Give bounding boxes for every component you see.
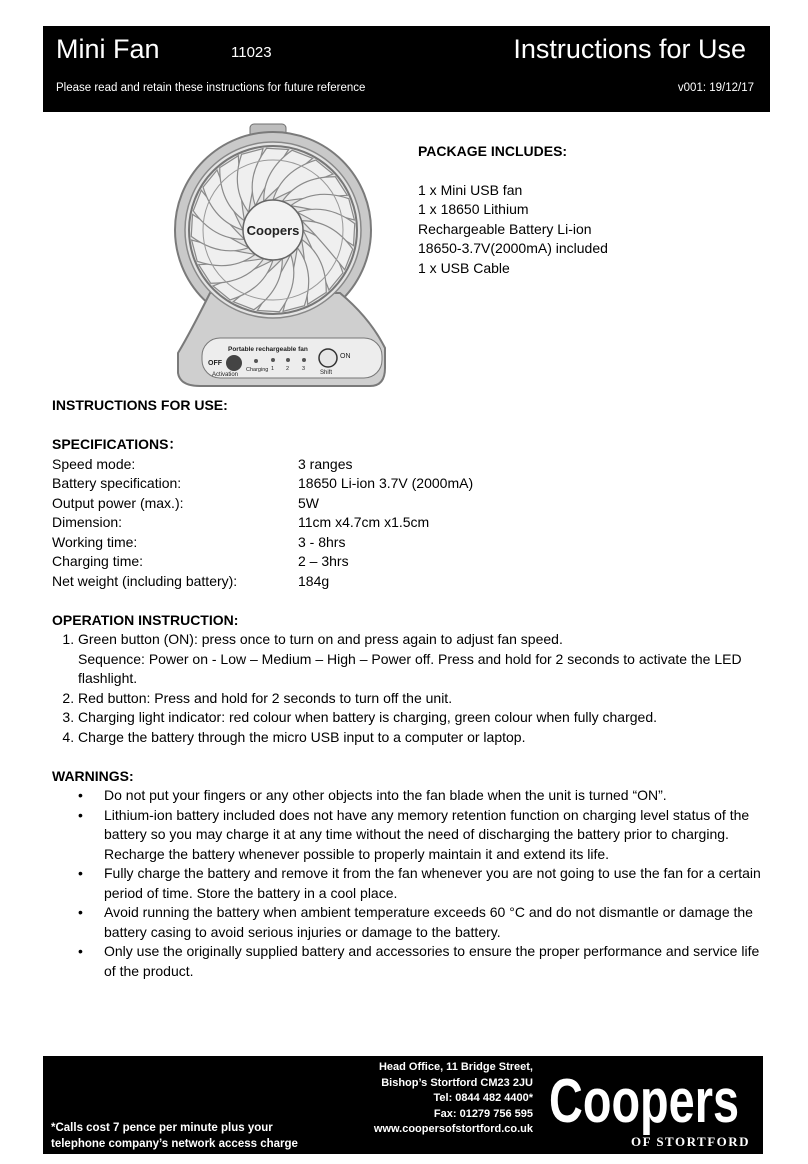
warnings-heading: WARNINGS: [52, 767, 134, 784]
phone-line: Tel: 0844 482 4400* [433, 1092, 533, 1104]
spec-label: Charging time: [52, 553, 144, 569]
logo-main-text: Coopers [549, 1067, 739, 1136]
main-content [52, 396, 764, 981]
footer-address [343, 1060, 533, 1138]
warning-item [78, 864, 764, 903]
fax-line: Fax: 01279 756 595 [433, 1107, 533, 1120]
spec-row [52, 474, 764, 494]
warning-item [78, 942, 764, 981]
fan-level-2: 2 [286, 366, 290, 372]
fan-panel-label: Portable rechargeable fan [228, 346, 308, 353]
package-line: 1 x Mini USB fan [418, 181, 523, 198]
package-line: 18650-3.7V(2000mA) included [418, 240, 608, 256]
package-line: 1 x USB Cable [418, 259, 510, 276]
spec-row [52, 552, 764, 572]
operation-item-text: Red button: Press and hold for 2 seconds to turn off the unit. [78, 689, 453, 706]
operation-item [78, 630, 764, 689]
spec-label: Battery specification: [52, 475, 182, 491]
footer-bar [43, 1056, 763, 1154]
fan-level-3: 3 [302, 366, 306, 372]
warning-text: Fully charge the battery and remove it from the fan whenever you are not going to use the fan for a certain period of time. Store the battery in a cool place. [104, 865, 761, 901]
spec-label: Net weight (including battery): [52, 572, 238, 589]
address-line: Bishop’s Stortford CM23 2JU [381, 1076, 533, 1089]
fan-activation-label: Activation [212, 372, 239, 378]
warnings-list [52, 786, 764, 981]
operation-item [78, 708, 764, 728]
spec-value: 3 - 8hrs [298, 533, 346, 550]
operation-item-extra: Sequence: Power on - Low – Medium – High – Power off. Press and hold for 2 seconds to activate the LED flashlight. [78, 650, 742, 686]
doc-title: Mini Fan [56, 34, 160, 64]
coopers-logo [543, 1060, 757, 1150]
spec-label: Speed mode: [52, 455, 136, 472]
operation-heading: OPERATION INSTRUCTION: [52, 611, 239, 628]
bullet-icon: • [78, 806, 83, 823]
warning-item [78, 786, 764, 806]
address-line: Head Office, 11 Bridge Street, [378, 1061, 533, 1073]
warning-item [78, 806, 764, 865]
package-section [418, 142, 778, 278]
bullet-icon: • [78, 943, 83, 959]
spec-label: Dimension: [52, 514, 123, 530]
warning-item [78, 903, 764, 942]
operation-item-text: Green button (ON): press once to turn on and press again to adjust fan speed. [78, 631, 563, 647]
operation-item-text: Charge the battery through the micro USB input to a computer or laptop. [78, 728, 526, 745]
bullet-icon: • [78, 865, 83, 881]
header-bar [43, 26, 770, 112]
warning-text: Only use the originally supplied battery and accessories to ensure the proper performance and service life of the product. [104, 943, 760, 979]
doc-subtitle: Please read and retain these instructions for future reference [56, 82, 366, 94]
fan-on-label: ON [340, 353, 351, 360]
calls-note-line: telephone company’s network access charge [51, 1138, 298, 1150]
spec-value: 11cm x4.7cm x1.5cm [298, 514, 430, 530]
logo-sub-text: OF STORTFORD [631, 1134, 751, 1149]
spec-value: 2 – 3hrs [298, 553, 349, 569]
fan-brand-label: Coopers [246, 223, 300, 238]
fan-product-image [170, 118, 392, 390]
operation-list [52, 630, 764, 747]
spec-row [52, 494, 764, 514]
calls-note [51, 1120, 298, 1152]
package-line: Rechargeable Battery Li-ion [418, 220, 592, 237]
fan-level-1: 1 [271, 366, 275, 372]
warning-text: Do not put your fingers or any other objects into the fan blade when the unit is turned “ON”. [104, 787, 667, 803]
specs-heading: SPECIFICATIONS： [52, 436, 183, 452]
warning-text: Avoid running the battery when ambient temperature exceeds 60 °C and do not dismantle or damage the battery casing to avoid serious injuries or damage to the battery. [104, 904, 753, 940]
spec-value: 184g [298, 572, 330, 589]
calls-note-line: *Calls cost 7 pence per minute plus your [51, 1122, 273, 1134]
spec-value: 5W [298, 494, 319, 511]
product-code: 11023 [231, 44, 272, 61]
spec-value: 3 ranges [298, 455, 353, 472]
spec-value: 18650 Li-ion 3.7V (2000mA) [298, 475, 474, 491]
operation-item-text: Charging light indicator: red colour when battery is charging, green colour when fully charged. [78, 709, 657, 725]
operation-item [78, 728, 764, 748]
bullet-icon: • [78, 904, 83, 920]
operation-item [78, 689, 764, 709]
doc-type: Instructions for Use [513, 34, 746, 64]
instructions-heading: INSTRUCTIONS FOR USE: [52, 397, 228, 413]
fan-shift-label: Shift [320, 370, 333, 376]
website-link[interactable]: www.coopersofstortford.co.uk [373, 1123, 533, 1135]
spec-row [52, 513, 764, 533]
fan-off-label: OFF [208, 360, 222, 367]
spec-row [52, 572, 764, 592]
spec-row [52, 455, 764, 475]
spec-label: Output power (max.): [52, 494, 184, 511]
warning-text: Lithium-ion battery included does not have any memory retention function on charging level status of the battery so you may charge it at any time without the need of discharging the battery prior to charging. Recharge the battery whenever possible to properly maintain it and extend its life. [104, 806, 750, 862]
spec-label: Working time: [52, 533, 138, 550]
spec-row [52, 533, 764, 553]
bullet-icon: • [78, 787, 83, 803]
package-line: 1 x 18650 Lithium [418, 201, 529, 217]
doc-version: v001: 19/12/17 [677, 82, 754, 94]
package-heading: PACKAGE INCLUDES: [418, 143, 568, 159]
fan-charging-label: Charging [246, 367, 269, 373]
